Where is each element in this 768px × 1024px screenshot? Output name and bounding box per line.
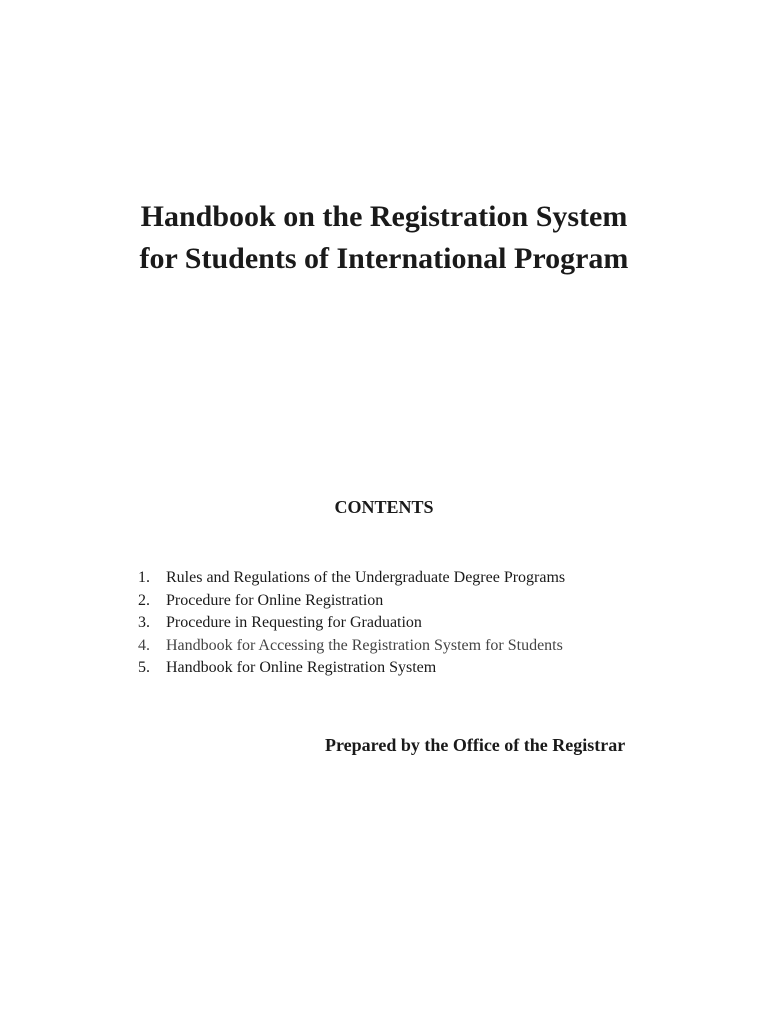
contents-item-text: Handbook for Online Registration System — [166, 659, 437, 676]
contents-item-number: 4. — [138, 636, 150, 654]
contents-heading: CONTENTS — [334, 497, 434, 517]
title-line-2: for Students of International Program — [139, 242, 629, 275]
contents-item — [138, 612, 565, 635]
contents-list — [138, 567, 565, 680]
document-title — [0, 196, 768, 280]
contents-item-text: Rules and Regulations of the Undergraduate Degree Programs — [166, 569, 566, 586]
contents-item — [138, 590, 565, 613]
contents-item-text: Handbook for Accessing the Registration System for Students — [166, 636, 563, 654]
contents-item — [138, 567, 565, 590]
contents-item-number: 2. — [138, 591, 150, 609]
contents-item-text: Procedure for Online Registration — [166, 591, 384, 609]
title-line-1: Handbook on the Registration System — [140, 200, 628, 233]
contents-item-text: Procedure in Requesting for Graduation — [166, 614, 422, 631]
contents-item-number: 5. — [138, 659, 150, 676]
contents-item — [138, 635, 565, 658]
prepared-by: Prepared by the Office of the Registrar — [325, 735, 626, 755]
contents-item-number: 3. — [138, 614, 150, 631]
contents-item — [138, 657, 565, 680]
contents-item-number: 1. — [138, 569, 150, 586]
